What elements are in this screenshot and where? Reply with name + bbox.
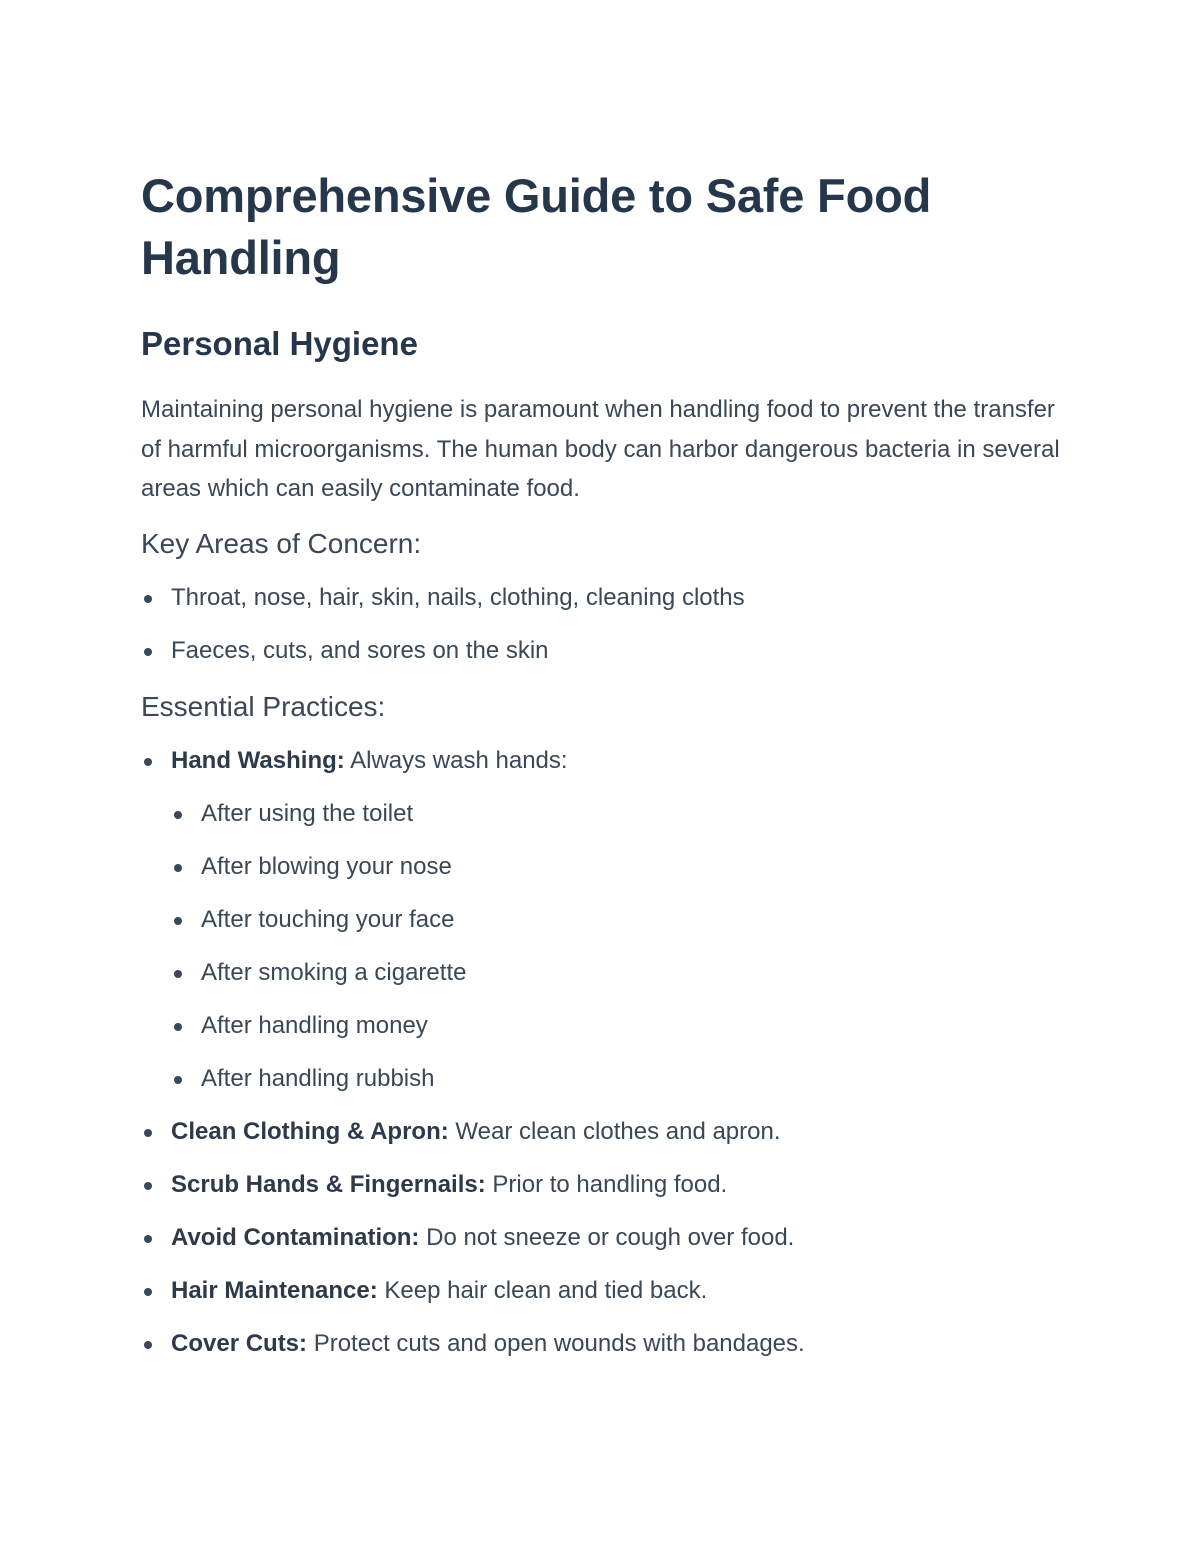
list-item-text: Always wash hands: — [344, 746, 568, 774]
document-page — [141, 165, 1071, 1380]
list-item-term: Avoid Contamination: — [171, 1223, 420, 1251]
list-item-text: Prior to handling food. — [485, 1170, 728, 1198]
list-item-term: Clean Clothing & Apron: — [171, 1117, 449, 1145]
sublist-item: After handling rubbish — [171, 1062, 1071, 1096]
list-item-term: Hand Washing: — [171, 746, 345, 774]
list-item-avoid-contamination — [141, 1221, 1071, 1255]
sublist-item: After touching your face — [171, 903, 1071, 937]
practices-list — [141, 744, 1071, 1361]
list-item-term: Cover Cuts: — [171, 1329, 308, 1357]
list-item-text: Do not sneeze or cough over food. — [419, 1223, 795, 1251]
practices-heading: Essential Practices: — [141, 690, 386, 722]
list-item-term: Hair Maintenance: — [171, 1276, 378, 1304]
list-item-text: Wear clean clothes and apron. — [448, 1117, 781, 1145]
sublist-item: After smoking a cigarette — [171, 956, 1071, 990]
section-intro-paragraph: Maintaining personal hygiene is paramount when handling food to prevent the transfer of harmful microorganisms. The human body can harbor dangerous bacteria in several areas which can easily contaminate food. — [141, 396, 1060, 502]
list-item-hand-washing — [141, 744, 1071, 1096]
list-item-text: Protect cuts and open wounds with bandages. — [307, 1329, 805, 1357]
list-item-text: Keep hair clean and tied back. — [377, 1276, 708, 1304]
document-title: Comprehensive Guide to Safe Food Handling — [141, 169, 932, 284]
list-item-cover-cuts — [141, 1327, 1071, 1361]
list-item-clean-clothing — [141, 1115, 1071, 1149]
sublist-item: After handling money — [171, 1009, 1071, 1043]
list-item-hair-maintenance — [141, 1274, 1071, 1308]
list-item: Faeces, cuts, and sores on the skin — [141, 634, 1071, 668]
list-item: Throat, nose, hair, skin, nails, clothing, cleaning cloths — [141, 581, 1071, 615]
section-heading-personal-hygiene: Personal Hygiene — [141, 325, 418, 362]
hand-washing-sublist — [171, 797, 1071, 1096]
sublist-item: After using the toilet — [171, 797, 1071, 831]
list-item-term: Scrub Hands & Fingernails: — [171, 1170, 486, 1198]
concerns-heading: Key Areas of Concern: — [141, 527, 422, 559]
list-item-scrub-hands — [141, 1168, 1071, 1202]
sublist-item: After blowing your nose — [171, 850, 1071, 884]
concerns-list — [141, 581, 1071, 668]
